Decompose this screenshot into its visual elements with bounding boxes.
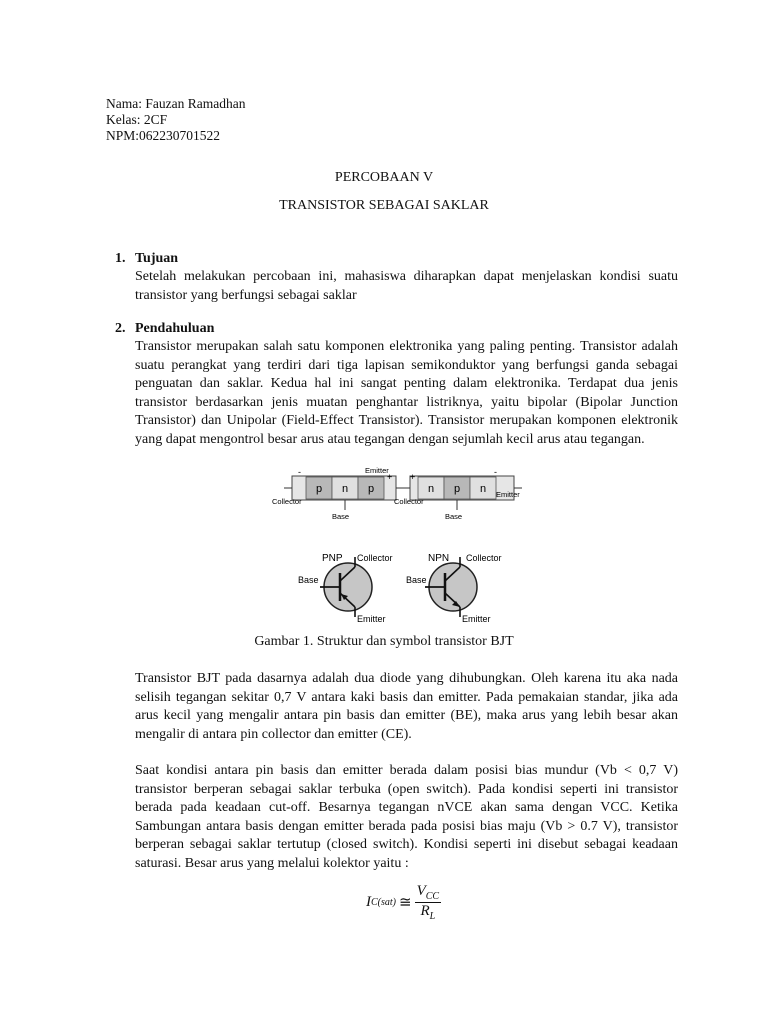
pnp-collector-label: Collector <box>272 497 302 506</box>
section-heading-tujuan: Tujuan <box>135 251 179 266</box>
student-name: Nama: Fauzan Ramadhan <box>106 96 246 111</box>
pnp-structure-diagram <box>272 466 404 521</box>
npn-symbol-base: Base <box>406 575 427 585</box>
pnp-plus-sign: + <box>387 472 393 482</box>
experiment-subtitle: TRANSISTOR SEBAGAI SAKLAR <box>279 198 489 213</box>
pnp-emitter-label: Emitter <box>365 466 389 475</box>
section-number-1: 1. <box>115 251 126 266</box>
npn-collector-label: Collector <box>394 497 424 506</box>
pnp-layer-3: p <box>367 483 375 495</box>
tujuan-paragraph: Setelah melakukan percobaan ini, mahasiswa diharapkan dapat menjelaskan kondisi suatu transistor yang berfungsi sebagai saklar <box>135 269 678 303</box>
npn-layer-3: n <box>479 483 487 495</box>
formula-fraction <box>415 883 442 922</box>
figure-caption: Gambar 1. Struktur dan symbol transistor BJT <box>254 634 514 649</box>
pendahuluan-paragraph-2: Transistor BJT pada dasarnya adalah dua diode yang dihubungkan. Oleh karena itu aka nada selisih tegangan sekitar 0,7 V antara kaki basis dan emitter. Pada pemakaian standar, jika ada arus kecil yang mengalir antara pin basis dan emitter (BE), maka arus yang lebih besar akan mengalir di antara pin collector dan emitter (CE). <box>135 671 678 742</box>
pnp-base-label: Base <box>332 512 350 521</box>
npn-symbol-diagram <box>406 553 502 624</box>
pendahuluan-paragraph-1: Transistor merupakan salah satu komponen elektronika yang paling penting. Transistor adalah suatu perangkat yang terdiri dari tiga lapisan semikonduktor yang berfungsi ganda sebagai penguatan dan saklar. Kedua hal ini sangat penting dalam elektronika. Terdapat dua jenis transistor berdasarkan jenis muatan penghantar listriknya, yaitu bipolar (Bipolar Junction Transistor) dan Unipolar (Field-Effect Transistor). Transistor merupakan komponen elektronik yang dapat mengontrol besar arus atau tegangan dengan sejumlah kecil arus atau tegangan. <box>135 339 678 447</box>
npn-type-label: NPN <box>428 553 450 564</box>
npn-symbol-emitter: Emitter <box>462 614 491 624</box>
pnp-minus-sign: - <box>298 467 301 477</box>
formula-den-r: R <box>420 902 430 919</box>
section-heading-pendahuluan: Pendahuluan <box>135 321 215 336</box>
bjt-figure <box>270 464 540 626</box>
npn-plus-sign: + <box>410 472 416 482</box>
pnp-symbol-emitter: Emitter <box>357 614 386 624</box>
formula-lhs-i: I <box>366 893 371 910</box>
npn-minus-sign: - <box>494 467 497 477</box>
formula-num-v: V <box>416 882 426 899</box>
pendahuluan-paragraph-3: Saat kondisi antara pin basis dan emitter berada dalam posisi bias mundur (Vb < 0,7 V) transistor berperan sebagai saklar terbuka (open switch). Pada kondisi seperti ini transistor berada pada keadaan cut-off. Besarnya tegangan nVCE akan sama dengan VCC. Ketika Sambungan antara basis dengan emitter berada pada posisi bias maju (Vb > 0.7 V), transistor berperan sebagai saklar tertutup (closed switch). Kondisi seperti ini disebut sebagai keadaan saturasi. Besar arus yang melalui kolektor yaitu : <box>135 763 678 871</box>
npn-symbol-collector: Collector <box>466 553 502 563</box>
section-number-2: 2. <box>115 321 126 336</box>
pnp-symbol-base: Base <box>298 575 319 585</box>
pnp-layer-1: p <box>315 483 323 495</box>
student-npm: NPM:062230701522 <box>106 128 221 143</box>
formula-num-sub: CC <box>425 890 440 902</box>
npn-base-label: Base <box>445 512 463 521</box>
pnp-type-label: PNP <box>322 553 343 564</box>
npn-layer-1: n <box>427 483 435 495</box>
student-class: Kelas: 2CF <box>106 112 168 127</box>
formula-den-sub: L <box>429 910 436 922</box>
pnp-layer-2: n <box>341 483 349 495</box>
formula-lhs-sub: C(sat) <box>371 896 396 908</box>
collector-current-formula <box>366 882 441 922</box>
npn-structure-diagram <box>394 467 522 521</box>
npn-layer-2: p <box>453 483 461 495</box>
pnp-symbol-diagram <box>298 553 393 624</box>
pnp-symbol-collector: Collector <box>357 553 393 563</box>
formula-approx: ≅ <box>399 894 412 911</box>
npn-emitter-label: Emitter <box>496 490 520 499</box>
experiment-title: PERCOBAAN V <box>334 170 434 185</box>
